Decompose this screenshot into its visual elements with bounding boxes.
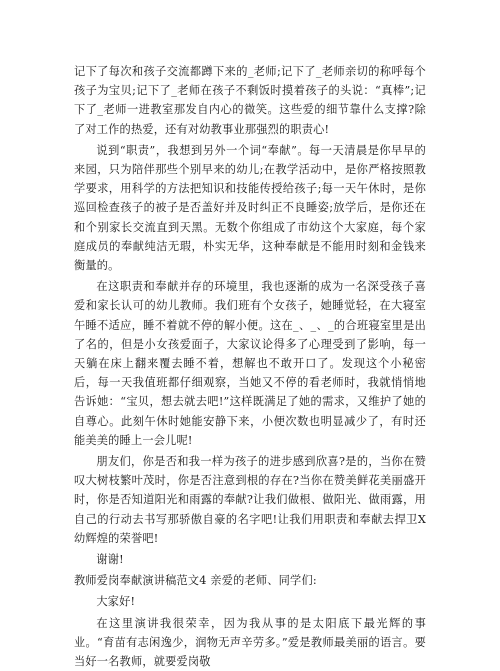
paragraph-thanks: 谢谢! [96, 553, 124, 567]
paragraph-friends: 朋友们，你是否和我一样为孩子的进步感到欣喜?是的，当你在赞叹大树枝繁叶茂时，你是否注意到根的存在?当你在赞美鲜花美丽盛开时，你是否知道阳光和雨露的奉献?让我们做根、做阳光、做雨露，用自己的行动去书写那骄傲自豪的名字吧!让我们用职责和奉献去捍卫X幼辉煌的荣誉吧! [74, 455, 426, 545]
paragraph-greeting: 大家好! [96, 595, 136, 609]
paragraph-teacher-details: 记下了每次和孩子交流都蹲下来的_老师;记下了_老师亲切的称呼每个孩子为宝贝;记下了_老师在孩子不剩饭时摸着孩子的头说：“真棒”;记下了_老师一进教室那发自内心的微笑。这些爱的细节靠什么支撑?除了对工作的热爱，还有对幼教事业那强烈的职责心! [74, 65, 426, 136]
paragraph-speech-opening: 在这里演讲我很荣幸，因为我从事的是太阳底下最光辉的事业。“育苗有志闲逸少，润物无声辛劳多。”爱是教师最美丽的语言。要当好一名教师，就要爱岗敬 [74, 616, 426, 669]
paragraph-girl-story: 在这职责和奉献并存的环境里，我也逐渐的成为一名深受孩子喜爱和家长认可的幼儿教师。我们班有个女孩子，她睡觉轻，在大寝室午睡不适应，睡不着就不停的解小便。这在_、_、_的合班寝室里是出了名的，但是小女孩爱面子，大家议论得多了心理受到了影响，每一天躺在床上翻来覆去睡不着，想解也不敢开口了。发现这个小秘密后，每一天我值班都仔细观察，当她又不停的看老师时，我就悄悄地告诉她：“宝贝，想去就去吧!”这样既满足了她的需求，又维护了她的自尊心。此刻午休时她能安静下来，小便次数也明显减少了，有时还能美美的睡上一会儿呢! [74, 280, 426, 447]
paragraph-dedication: 说到“职责”，我想到另外一个词“奉献”。每一天清晨是你早早的来园，只为陪伴那些个别早来的幼儿;在教学活动中，是你严格按照教学要求，用科学的方法把知识和技能传授给孩子;每一天午休时，是你巡回检查孩子的被子是否盖好并及时纠正不良睡姿;放学后，是你还在和个别家长交流直到天黑。无数个你组成了市幼这个大家庭，每个家庭成员的奉献纯洁无瑕，朴实无华，这种奉献是不能用时刻和金钱来衡量的。 [74, 143, 426, 273]
section-heading: 教师爱岗奉献演讲稿范文4 亲爱的老师、同学们: [74, 574, 317, 588]
